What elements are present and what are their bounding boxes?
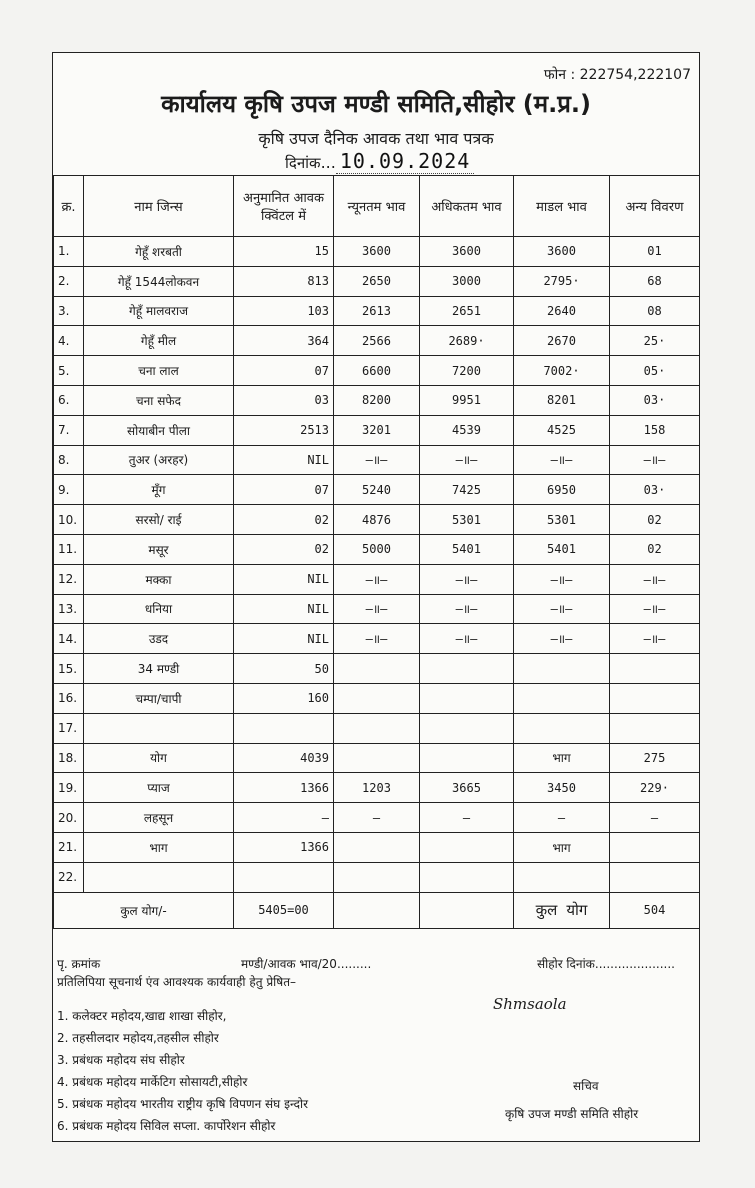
date-value: 10.09.2024 (336, 149, 474, 174)
table-row (54, 266, 700, 296)
total-row (54, 892, 700, 928)
row-number: 6. (54, 385, 84, 415)
table-row (54, 534, 700, 564)
row-number: 12. (54, 564, 84, 594)
commodity-name: मक्का (84, 564, 234, 594)
total-empty-cell (420, 892, 514, 928)
min-rate: 2650 (334, 266, 420, 296)
min-rate: 8200 (334, 385, 420, 415)
commodity-name: गेहूँ मील (84, 326, 234, 356)
commodity-name: भाग (84, 832, 234, 862)
max-rate: 9951 (420, 385, 514, 415)
min-rate: —॥— (334, 624, 420, 654)
arrival-quantity: 1366 (234, 773, 334, 803)
recipient-item: 4. प्रबंधक महोदय मार्केटिग सोसायटी,सीहोर (57, 1075, 248, 1089)
row-number: 17. (54, 713, 84, 743)
row-number: 16. (54, 683, 84, 713)
row-number: 11. (54, 534, 84, 564)
total-other: 504 (610, 892, 700, 928)
max-rate: —॥— (420, 594, 514, 624)
signature-text: Shmsaola (493, 995, 567, 1013)
arrival-quantity: 50 (234, 654, 334, 684)
model-rate: 8201 (514, 385, 610, 415)
table-row (54, 594, 700, 624)
date-line: दिनांक... 10.09.2024 (285, 149, 474, 173)
arrival-quantity: 07 (234, 475, 334, 505)
commodity-name: 34 मण्डी (84, 654, 234, 684)
table-row (54, 743, 700, 773)
arrival-quantity: NIL (234, 594, 334, 624)
recipient-item: 6. प्रबंधक महोदय सिविल सप्ला. कार्पोरेशन सीहोर (57, 1119, 276, 1133)
model-rate (514, 713, 610, 743)
model-rate: भाग (514, 743, 610, 773)
recipient-item: 1. कलेक्टर महोदय,खाद्य शाखा सीहोर, (57, 1009, 227, 1023)
model-rate: 4525 (514, 415, 610, 445)
arrival-quantity: 02 (234, 505, 334, 535)
max-rate: —॥— (420, 624, 514, 654)
model-rate (514, 683, 610, 713)
row-number: 1. (54, 237, 84, 267)
column-header: अन्य विवरण (610, 176, 700, 237)
column-header: अनुमानित आवक क्विंटल में (234, 176, 334, 237)
row-number: 7. (54, 415, 84, 445)
row-number: 20. (54, 803, 84, 833)
table-row (54, 654, 700, 684)
column-header: न्यूनतम भाव (334, 176, 420, 237)
row-number: 13. (54, 594, 84, 624)
table-row (54, 683, 700, 713)
table-row (54, 564, 700, 594)
forward-text: प्रतिलिपिया सूचनार्थ एंव आवश्यक कार्यवाही हेतु प्रेषित– (57, 975, 297, 989)
other-details: 68 (610, 266, 700, 296)
model-rate: 2640 (514, 296, 610, 326)
min-rate: — (334, 803, 420, 833)
commodity-name: धनिया (84, 594, 234, 624)
total-empty-cell (334, 892, 420, 928)
recipient-item: 5. प्रबंधक महोदय भारतीय राष्ट्रीय कृषि विपणन संघ इन्दोर (57, 1097, 309, 1111)
date-label: दिनांक (285, 154, 321, 172)
model-rate: 6950 (514, 475, 610, 505)
arrival-quantity: 160 (234, 683, 334, 713)
other-details (610, 654, 700, 684)
other-details: 229· (610, 773, 700, 803)
table-row (54, 713, 700, 743)
row-number: 18. (54, 743, 84, 773)
model-rate: 3600 (514, 237, 610, 267)
ref-label: पृ. क्रमांक (57, 957, 101, 971)
arrival-quantity: NIL (234, 445, 334, 475)
min-rate: 5000 (334, 534, 420, 564)
other-details (610, 713, 700, 743)
max-rate (420, 713, 514, 743)
model-rate: 2795· (514, 266, 610, 296)
column-header: अधिकतम भाव (420, 176, 514, 237)
model-rate: 2670 (514, 326, 610, 356)
row-number: 21. (54, 832, 84, 862)
model-rate: भाग (514, 832, 610, 862)
max-rate (420, 743, 514, 773)
table-row (54, 505, 700, 535)
max-rate: 3665 (420, 773, 514, 803)
other-details: 02 (610, 505, 700, 535)
max-rate: 4539 (420, 415, 514, 445)
table-row (54, 445, 700, 475)
signature (493, 995, 573, 1021)
other-details: — (610, 803, 700, 833)
other-details: —॥— (610, 624, 700, 654)
min-rate: 1203 (334, 773, 420, 803)
table-header-row (54, 176, 700, 237)
row-number: 14. (54, 624, 84, 654)
table-body (54, 237, 700, 893)
secretary-title: सचिव (573, 1079, 599, 1093)
total-label: कुल योग/- (54, 892, 234, 928)
other-details (610, 832, 700, 862)
table-row (54, 773, 700, 803)
commodity-name (84, 713, 234, 743)
table-row (54, 832, 700, 862)
model-rate: 5401 (514, 534, 610, 564)
row-number: 22. (54, 862, 84, 892)
office-title: कार्यालय कृषि उपज मण्डी समिति,सीहोर (म.प्र.) (161, 90, 591, 118)
row-number: 9. (54, 475, 84, 505)
other-details (610, 862, 700, 892)
commodity-name: चम्पा/चापी (84, 683, 234, 713)
arrival-quantity: 02 (234, 534, 334, 564)
arrival-quantity: 103 (234, 296, 334, 326)
other-details: 158 (610, 415, 700, 445)
other-details: 01 (610, 237, 700, 267)
arrival-quantity (234, 862, 334, 892)
arrival-quantity: — (234, 803, 334, 833)
commodity-name: मूँग (84, 475, 234, 505)
min-rate (334, 654, 420, 684)
other-details: —॥— (610, 594, 700, 624)
model-rate: 5301 (514, 505, 610, 535)
table-row (54, 475, 700, 505)
max-rate: — (420, 803, 514, 833)
model-rate: —॥— (514, 445, 610, 475)
row-number: 19. (54, 773, 84, 803)
commodity-name: गेहूँ शरबती (84, 237, 234, 267)
other-details: 02 (610, 534, 700, 564)
commodity-name: मसूर (84, 534, 234, 564)
commodity-name: उडद (84, 624, 234, 654)
max-rate (420, 654, 514, 684)
commodity-name: लहसून (84, 803, 234, 833)
column-header: माडल भाव (514, 176, 610, 237)
table-row (54, 862, 700, 892)
model-rate: —॥— (514, 624, 610, 654)
row-number: 4. (54, 326, 84, 356)
min-rate: 6600 (334, 356, 420, 386)
place-date: सीहोर दिनांक..................... (537, 957, 675, 971)
commodity-name: तुअर (अरहर) (84, 445, 234, 475)
table-row (54, 326, 700, 356)
arrival-quantity: 15 (234, 237, 334, 267)
min-rate: 3600 (334, 237, 420, 267)
total-arrival: 5405=00 (234, 892, 334, 928)
row-number: 8. (54, 445, 84, 475)
commodity-name: चना सफेद (84, 385, 234, 415)
model-rate: — (514, 803, 610, 833)
row-number: 5. (54, 356, 84, 386)
max-rate: —॥— (420, 445, 514, 475)
document-sheet (52, 52, 700, 1142)
other-details (610, 683, 700, 713)
min-rate: 2613 (334, 296, 420, 326)
arrival-quantity: 03 (234, 385, 334, 415)
total-model-label: कुल योग (514, 892, 610, 928)
rates-table (53, 175, 700, 929)
max-rate: 7200 (420, 356, 514, 386)
other-details: 03· (610, 385, 700, 415)
arrival-quantity: NIL (234, 624, 334, 654)
other-details: 275 (610, 743, 700, 773)
document-subtitle: कृषि उपज दैनिक आवक तथा भाव पत्रक (258, 129, 494, 148)
arrival-quantity: 07 (234, 356, 334, 386)
ref-code: मण्डी/आवक भाव/20......... (241, 957, 372, 971)
arrival-quantity (234, 713, 334, 743)
table-row (54, 385, 700, 415)
column-header: नाम जिन्स (84, 176, 234, 237)
table-row (54, 624, 700, 654)
arrival-quantity: NIL (234, 564, 334, 594)
commodity-name: चना लाल (84, 356, 234, 386)
table-row (54, 415, 700, 445)
min-rate (334, 683, 420, 713)
commodity-name: गेहूँ 1544लोकवन (84, 266, 234, 296)
min-rate (334, 713, 420, 743)
min-rate: —॥— (334, 445, 420, 475)
arrival-quantity: 4039 (234, 743, 334, 773)
min-rate: 4876 (334, 505, 420, 535)
max-rate (420, 862, 514, 892)
model-rate (514, 654, 610, 684)
table-row (54, 296, 700, 326)
model-rate (514, 862, 610, 892)
max-rate: 2651 (420, 296, 514, 326)
row-number: 2. (54, 266, 84, 296)
max-rate: 5401 (420, 534, 514, 564)
min-rate: —॥— (334, 594, 420, 624)
max-rate: 7425 (420, 475, 514, 505)
other-details: 05· (610, 356, 700, 386)
max-rate (420, 683, 514, 713)
table-row (54, 237, 700, 267)
model-rate: —॥— (514, 594, 610, 624)
max-rate: 5301 (420, 505, 514, 535)
commodity-name: सरसो/ राई (84, 505, 234, 535)
min-rate (334, 832, 420, 862)
other-details: 25· (610, 326, 700, 356)
recipient-item: 3. प्रबंधक महोदय संघ सीहोर (57, 1053, 185, 1067)
arrival-quantity: 1366 (234, 832, 334, 862)
commodity-name: सोयाबीन पीला (84, 415, 234, 445)
other-details: 03· (610, 475, 700, 505)
commodity-name: योग (84, 743, 234, 773)
commodity-name: गेहूँ मालवराज (84, 296, 234, 326)
secretary-org: कृषि उपज मण्डी समिति सीहोर (505, 1107, 639, 1121)
other-details: —॥— (610, 445, 700, 475)
model-rate: 7002· (514, 356, 610, 386)
max-rate: 3000 (420, 266, 514, 296)
table-row (54, 356, 700, 386)
min-rate: 5240 (334, 475, 420, 505)
arrival-quantity: 364 (234, 326, 334, 356)
max-rate (420, 832, 514, 862)
min-rate: —॥— (334, 564, 420, 594)
table-row (54, 803, 700, 833)
max-rate: —॥— (420, 564, 514, 594)
arrival-quantity: 813 (234, 266, 334, 296)
max-rate: 3600 (420, 237, 514, 267)
min-rate (334, 743, 420, 773)
arrival-quantity: 2513 (234, 415, 334, 445)
model-rate: 3450 (514, 773, 610, 803)
row-number: 3. (54, 296, 84, 326)
row-number: 10. (54, 505, 84, 535)
min-rate: 3201 (334, 415, 420, 445)
commodity-name (84, 862, 234, 892)
column-header: क्र. (54, 176, 84, 237)
phone-number: फोन : 222754,222107 (543, 67, 691, 83)
row-number: 15. (54, 654, 84, 684)
other-details: —॥— (610, 564, 700, 594)
max-rate: 2689· (420, 326, 514, 356)
min-rate (334, 862, 420, 892)
min-rate: 2566 (334, 326, 420, 356)
other-details: 08 (610, 296, 700, 326)
commodity-name: प्याज (84, 773, 234, 803)
recipient-item: 2. तहसीलदार महोदय,तहसील सीहोर (57, 1031, 219, 1045)
model-rate: —॥— (514, 564, 610, 594)
